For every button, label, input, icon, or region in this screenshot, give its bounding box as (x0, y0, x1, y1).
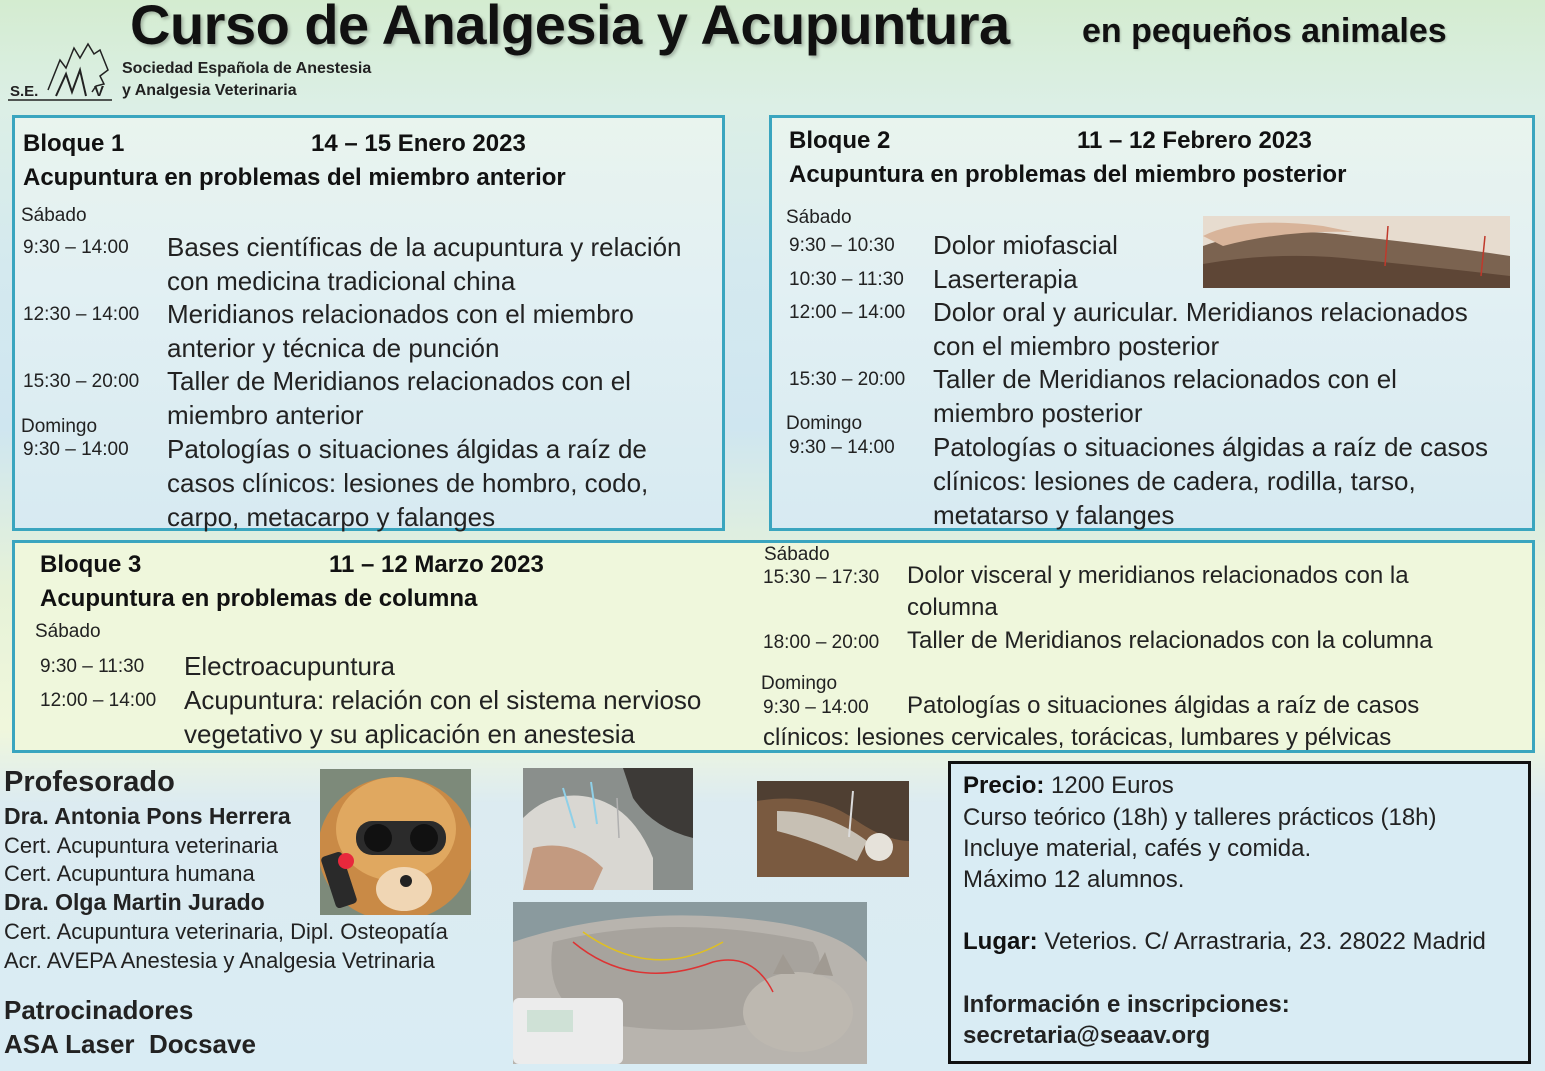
activity-line: Bases científicas de la acupuntura y relación (167, 232, 682, 262)
bloque-2-session-4-time: 15:30 – 20:00 (789, 369, 906, 390)
bloque-2-day-sabado: Sábado (786, 207, 852, 228)
bloque-1-label: Bloque 1 (23, 130, 125, 157)
lugar-label: Lugar: (963, 928, 1038, 955)
course-title: Curso de Analgesia y Acupuntura (130, 0, 1010, 56)
paw-needles-photo (523, 768, 693, 890)
org-name (122, 58, 371, 102)
activity-line: Acupuntura: relación con el sistema nervioso (184, 685, 702, 715)
bloque-1-session-2-activity (167, 297, 634, 365)
bloque-1-session-4-time: 9:30 – 14:00 (23, 439, 129, 460)
precio-line (963, 772, 1174, 800)
seaav-logo (8, 40, 113, 102)
activity-line: Taller de Meridianos relacionados con el (167, 366, 631, 396)
activity-line: carpo, metacarpo y falanges (167, 502, 496, 532)
bloque-2-session-2-time: 10:30 – 11:30 (789, 269, 904, 290)
bloque-1-session-3-time: 15:30 – 20:00 (23, 371, 140, 392)
activity-line: metatarso y falanges (933, 500, 1175, 530)
bloque-3-session-2-activity (184, 683, 701, 751)
bloque-2-session-1-activity (933, 228, 1118, 262)
activity-line: Meridianos relacionados con el miembro (167, 299, 634, 329)
price-info-panel (948, 761, 1531, 1064)
bloque-3-session-4-time: 18:00 – 20:00 (763, 632, 880, 653)
bloque-2-session-1-time: 9:30 – 10:30 (789, 235, 895, 256)
bloque-3-session-5-activity-line2: clínicos: lesiones cervicales, torácicas, lumbares y pélvicas (763, 724, 1392, 751)
bloque-1-day-domingo: Domingo (21, 416, 98, 437)
bloque-2-session-3-time: 12:00 – 14:00 (789, 302, 906, 323)
bloque-2-session-3-activity (933, 295, 1468, 363)
bloque-1-topic: Acupuntura en problemas del miembro anterior (23, 164, 566, 191)
bloque-3-session-5-time: 9:30 – 14:00 (763, 697, 869, 718)
patrocinadores-heading: Patrocinadores (4, 995, 194, 1025)
bloque-3-session-3-time: 15:30 – 17:30 (763, 567, 880, 588)
activity-line: miembro posterior (933, 398, 1143, 428)
bloque-2-session-4-activity (933, 362, 1397, 430)
activity-line: Patologías o situaciones álgidas a raíz de (167, 434, 647, 464)
cat-electroacupuncture-photo (513, 902, 867, 1064)
activity-line: columna (907, 594, 998, 621)
professor-2-name: Dra. Olga Martin Jurado (4, 889, 265, 915)
bloque-2-day-domingo: Domingo (786, 413, 863, 434)
bloque-2-topic: Acupuntura en problemas del miembro posterior (789, 161, 1347, 188)
activity-line: Laserterapia (933, 264, 1078, 294)
bloque-2-panel (769, 115, 1535, 531)
info-label: Información e inscripciones: (963, 991, 1290, 1018)
activity-line: Taller de Meridianos relacionados con el (933, 364, 1397, 394)
course-subtitle: en pequeños animales (1082, 12, 1447, 50)
bloque-3-panel (12, 540, 1535, 753)
professor-1-cert-2: Cert. Acupuntura humana (4, 861, 255, 886)
dog-laser-photo (320, 769, 471, 915)
bloque-2-session-2-activity (933, 262, 1078, 296)
bloque-1-session-3-activity (167, 364, 631, 432)
bloque-3-session-2-time: 12:00 – 14:00 (40, 690, 157, 711)
logo-abbr: S.E. (10, 83, 39, 100)
bloque-3-session-4-activity (907, 625, 1433, 657)
professor-1-cert-1: Cert. Acupuntura veterinaria (4, 833, 278, 858)
bloque-1-date: 14 – 15 Enero 2023 (311, 130, 526, 157)
bloque-2-session-5-activity (933, 430, 1488, 532)
activity-line: clínicos: lesiones de cadera, rodilla, tarso, (933, 466, 1416, 496)
bloque-1-session-4-activity (167, 432, 648, 534)
org-name-line1: Sociedad Española de Anestesia (122, 60, 372, 77)
bloque-3-session-1-time: 9:30 – 11:30 (40, 656, 145, 677)
activity-line: con el miembro posterior (933, 331, 1220, 361)
bloque-3-day-sabado-left: Sábado (35, 621, 101, 642)
bloque-3-day-domingo: Domingo (761, 673, 838, 694)
logo-abbr-tail: V (94, 83, 105, 100)
bloque-3-topic: Acupuntura en problemas de columna (40, 585, 478, 612)
activity-line: Dolor visceral y meridianos relacionados con la (907, 562, 1409, 589)
professor-1-name: Dra. Antonia Pons Herrera (4, 803, 291, 829)
course-includes: Incluye material, cafés y comida. (963, 835, 1312, 862)
fox-logo-icon (8, 40, 113, 102)
org-name-line2: y Analgesia Veterinaria (122, 82, 297, 99)
activity-line: Dolor oral y auricular. Meridianos relacionados (933, 297, 1468, 327)
activity-line: anterior y técnica de punción (167, 333, 500, 363)
bloque-2-date: 11 – 12 Febrero 2023 (1077, 127, 1312, 154)
professor-2-cert-1: Cert. Acupuntura veterinaria, Dipl. Osteopatía (4, 919, 448, 944)
sponsor-names: ASA Laser Docsave (4, 1029, 256, 1059)
activity-line: con medicina tradicional china (167, 266, 516, 296)
activity-line: casos clínicos: lesiones de hombro, codo, (167, 468, 649, 498)
needle-skin-photo (1203, 216, 1510, 288)
bloque-1-panel (12, 115, 725, 531)
bloque-1-session-1-activity (167, 230, 682, 298)
lugar-line (963, 928, 1486, 956)
precio-label: Precio: (963, 772, 1045, 799)
bloque-3-label: Bloque 3 (40, 551, 142, 578)
precio-value: 1200 Euros (1044, 772, 1174, 799)
max-students: Máximo 12 alumnos. (963, 866, 1185, 893)
bloque-3-day-sabado-right: Sábado (764, 544, 830, 565)
bloque-3-session-5-activity-line1: Patologías o situaciones álgidas a raíz de casos (907, 692, 1420, 719)
profesorado-heading: Profesorado (4, 766, 175, 798)
activity-line: Patologías o situaciones álgidas a raíz de casos (933, 432, 1489, 462)
course-hours: Curso teórico (18h) y talleres prácticos (18h) (963, 804, 1437, 831)
activity-line: Taller de Meridianos relacionados con la columna (907, 627, 1433, 654)
bloque-1-session-2-time: 12:30 – 14:00 (23, 304, 140, 325)
professor-2-cert-2: Acr. AVEPA Anestesia y Analgesia Vetrinaria (4, 948, 435, 973)
bloque-1-day-sabado: Sábado (21, 205, 87, 226)
bloque-2-label: Bloque 2 (789, 127, 891, 154)
bloque-1-session-1-time: 9:30 – 14:00 (23, 237, 129, 258)
bloque-3-date: 11 – 12 Marzo 2023 (329, 551, 544, 578)
bloque-3-session-1-activity (184, 649, 395, 683)
leg-needle-photo (757, 781, 909, 877)
bloque-3-session-3-activity (907, 560, 1409, 624)
bloque-2-session-5-time: 9:30 – 14:00 (789, 437, 895, 458)
activity-line: Electroacupuntura (184, 651, 396, 681)
lugar-value: Veterios. C/ Arrastraria, 23. 28022 Madrid (1037, 928, 1486, 955)
contact-email[interactable]: secretaria@seaav.org (963, 1022, 1211, 1049)
activity-line: vegetativo y su aplicación en anestesia (184, 719, 635, 749)
activity-line: Dolor miofascial (933, 230, 1118, 260)
activity-line: miembro anterior (167, 400, 364, 430)
